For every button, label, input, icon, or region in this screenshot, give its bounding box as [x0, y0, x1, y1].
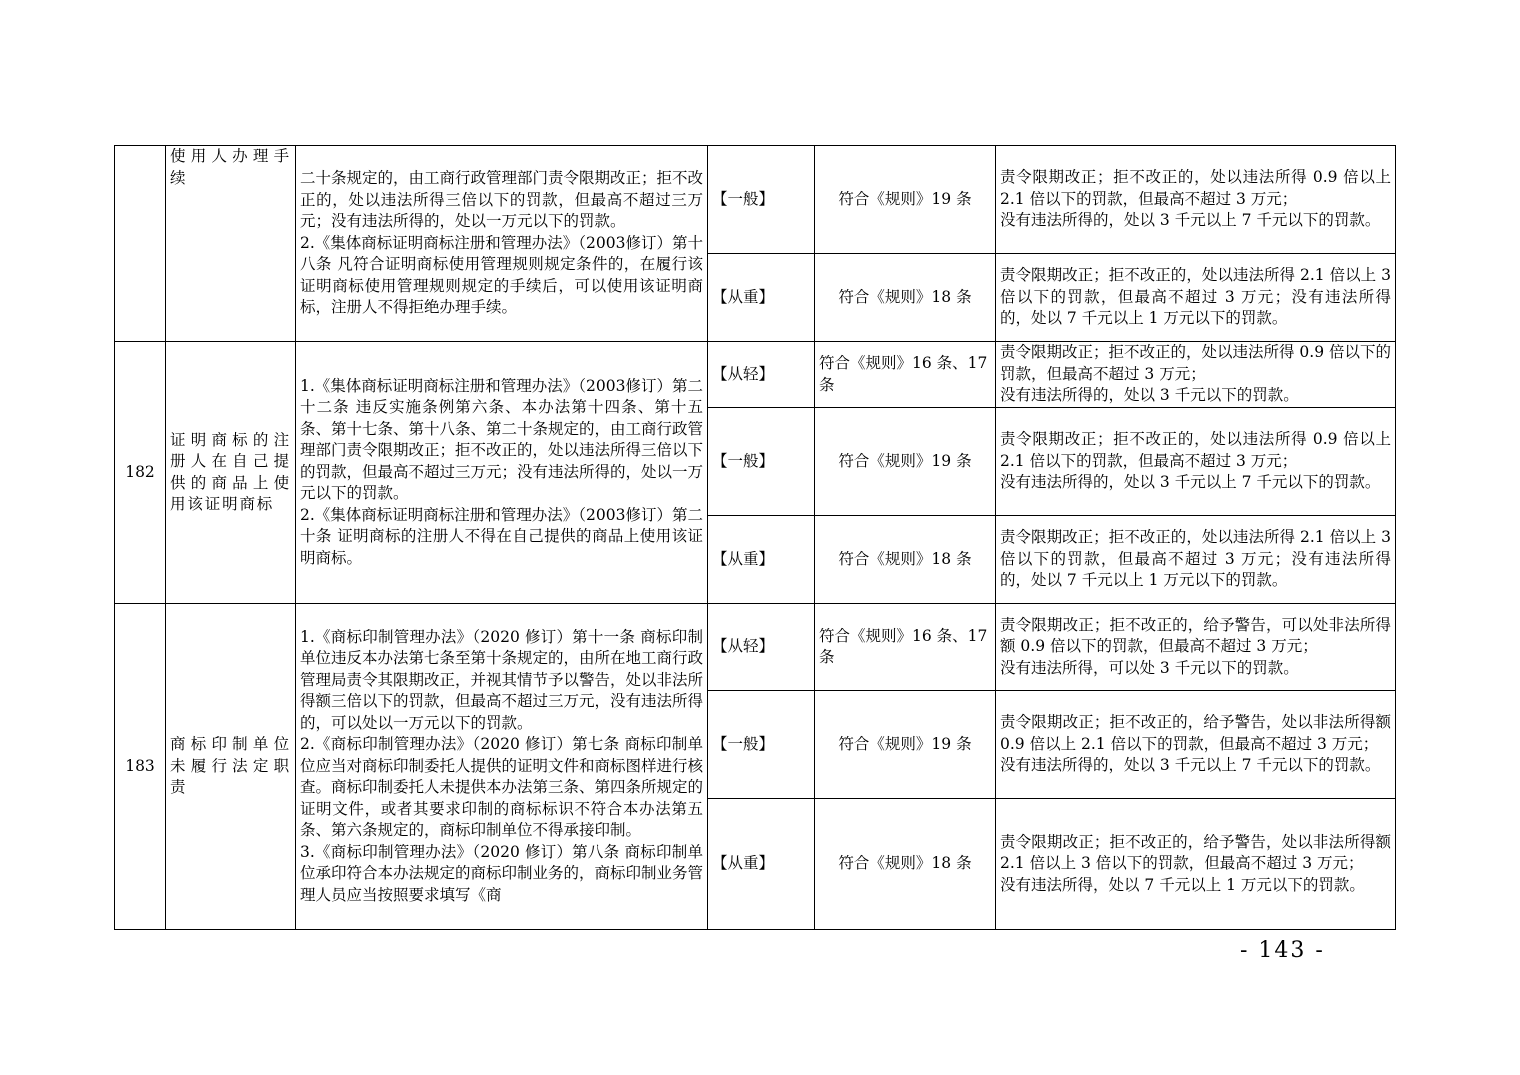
- penalty-standard: 责令限期改正；拒不改正的，给予警告，可以处非法所得额 0.9 倍以下的罚款，但最高不超过 3 万元； 没有违法所得，可以处 3 千元以下的罚款。: [996, 604, 1396, 691]
- penalty-standard: 责令限期改正；拒不改正的，处以违法所得 2.1 倍以上 3 倍以下的罚款，但最高不超过 3 万元；没有违法所得的，处以 7 千元以上 1 万元以下的罚款。: [996, 254, 1396, 342]
- page-number: - 143 -: [1240, 938, 1325, 963]
- applicable-rule: 符合《规则》18 条: [815, 254, 996, 342]
- legal-basis: [296, 604, 708, 930]
- applicable-rule: 符合《规则》18 条: [815, 799, 996, 930]
- applicable-rule: 符合《规则》16 条、17 条: [815, 604, 996, 691]
- item-number: 183: [115, 604, 166, 930]
- basis-paragraph: 3.《商标印制管理办法》（2020 修订）第八条 商标印制单位承印符合本办法规定的商标印制业务的，商标印制业务管理人员应当按照要求填写《商: [300, 842, 704, 904]
- basis-paragraph: 2.《商标印制管理办法》（2020 修订）第七条 商标印制单位应当对商标印制委托人提供的证明文件和商标图样进行核查。商标印制委托人未提供本办法第三条、第四条所规定的证明文件，或者其要求印制的商标标识不符合本办法第五条、第六条规定的，商标印制单位不得承接印制。: [300, 735, 704, 840]
- discretion-level: 【从轻】: [708, 342, 815, 408]
- discretion-level: 【从重】: [708, 254, 815, 342]
- basis-paragraph: 2.《集体商标证明商标注册和管理办法》（2003修订）第十八条 凡符合证明商标使用管理规则规定条件的，在履行该证明商标使用管理规则规定的手续后，可以使用该证明商标，注册人不得拒绝办理手续。: [300, 233, 703, 317]
- violation-name: 证明商标的注册人在自己提供的商品上使用该证明商标: [166, 342, 296, 604]
- penalty-standard: 责令限期改正；拒不改正的，处以违法所得 0.9 倍以上 2.1 倍以下的罚款，但最高不超过 3 万元； 没有违法所得的，处以 3 千元以上 7 千元以下的罚款。: [996, 408, 1396, 516]
- legal-basis: [296, 342, 708, 604]
- discretion-level: 【一般】: [708, 146, 815, 254]
- basis-paragraph: 1.《商标印制管理办法》（2020 修订）第十一条 商标印制单位违反本办法第七条至第十条规定的，由所在地工商行政管理局责令其限期改正，并视其情节予以警告，处以非法所得额三倍以下的罚款，但最高不超过三万元，没有违法所得的，可以处以一万元以下的罚款。: [300, 627, 704, 732]
- discretion-level: 【从轻】: [708, 604, 815, 691]
- discretion-level: 【一般】: [708, 408, 815, 516]
- applicable-rule: 符合《规则》19 条: [815, 691, 996, 799]
- item-number: 182: [115, 342, 166, 604]
- penalty-standard: 责令限期改正；拒不改正的，处以违法所得 2.1 倍以上 3 倍以下的罚款，但最高不超过 3 万元；没有违法所得的，处以 7 千元以上 1 万元以下的罚款。: [996, 516, 1396, 604]
- applicable-rule: 符合《规则》19 条: [815, 146, 996, 254]
- item-number: [115, 146, 166, 342]
- penalty-standard: 责令限期改正；拒不改正的，处以违法所得 0.9 倍以下的罚款，但最高不超过 3 万元； 没有违法所得的，处以 3 千元以下的罚款。: [996, 342, 1396, 408]
- penalty-standard: 责令限期改正；拒不改正的，给予警告，处以非法所得额 0.9 倍以上 2.1 倍以下的罚款，但最高不超过 3 万元； 没有违法所得的，处以 3 千元以上 7 千元以下的罚款。: [996, 691, 1396, 799]
- violation-name: 商标印制单位未履行法定职责: [166, 604, 296, 930]
- table-row: [115, 604, 1396, 691]
- table-row: [115, 146, 1396, 254]
- penalty-standard: 责令限期改正；拒不改正的，处以违法所得 0.9 倍以上 2.1 倍以下的罚款，但最高不超过 3 万元； 没有违法所得的，处以 3 千元以上 7 千元以下的罚款。: [996, 146, 1396, 254]
- applicable-rule: 符合《规则》18 条: [815, 516, 996, 604]
- violation-name: 使用人办理手续: [166, 146, 296, 342]
- discretion-level: 【从重】: [708, 516, 815, 604]
- penalty-table: [114, 145, 1396, 930]
- applicable-rule: 符合《规则》16 条、17 条: [815, 342, 996, 408]
- legal-basis: [296, 146, 708, 342]
- basis-paragraph: 二十条规定的，由工商行政管理部门责令限期改正；拒不改正的，处以违法所得三倍以下的罚款，但最高不超过三万元；没有违法所得的，处以一万元以下的罚款。: [300, 169, 704, 231]
- discretion-level: 【一般】: [708, 691, 815, 799]
- table-row: [115, 342, 1396, 408]
- basis-paragraph: 1.《集体商标证明商标注册和管理办法》（2003修订）第二十二条 违反实施条例第六条、本办法第十四条、第十五条、第十七条、第十八条、第二十条规定的，由工商行政管理部门责令限期改正；拒不改正的，处以违法所得三倍以下的罚款，但最高不超过三万元；没有违法所得的，处以一万元以下的罚款。: [300, 376, 704, 503]
- discretion-level: 【从重】: [708, 799, 815, 930]
- penalty-standard: 责令限期改正；拒不改正的，给予警告，处以非法所得额 2.1 倍以上 3 倍以下的罚款，但最高不超过 3 万元； 没有违法所得，处以 7 千元以上 1 万元以下的罚款。: [996, 799, 1396, 930]
- basis-paragraph: 2.《集体商标证明商标注册和管理办法》（2003修订）第二十条 证明商标的注册人不得在自己提供的商品上使用该证明商标。: [300, 505, 703, 567]
- applicable-rule: 符合《规则》19 条: [815, 408, 996, 516]
